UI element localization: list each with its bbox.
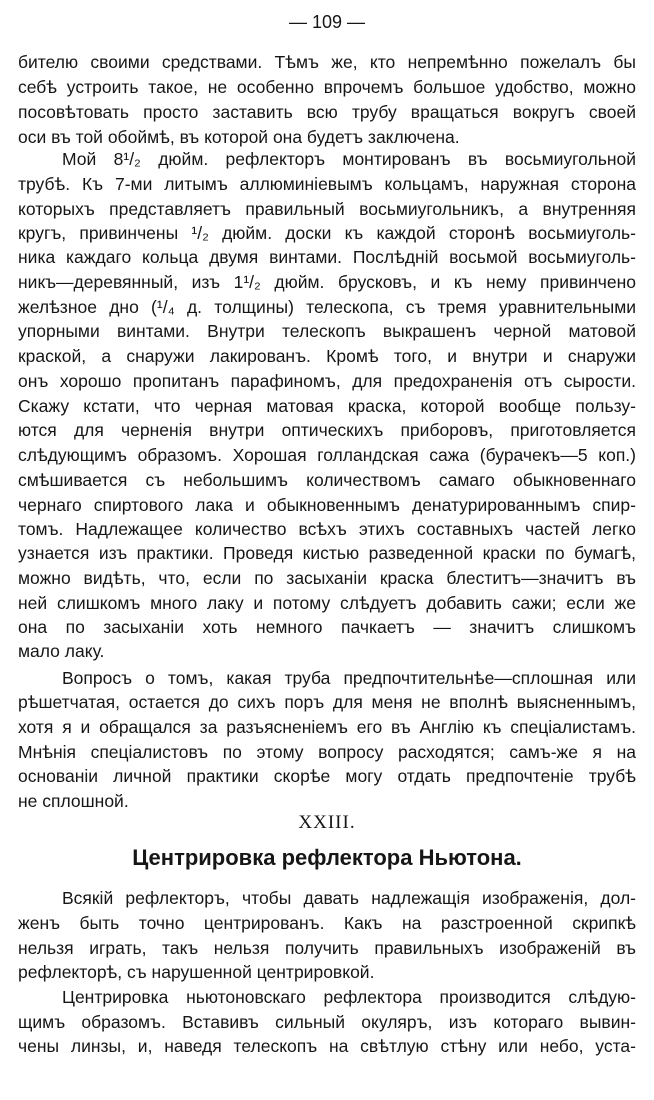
text-line: рѣшетчатая, остается до сихъ поръ для меня не вполнѣ выясненнымъ, (18, 692, 636, 712)
text-line: Скажу кстати, что черная матовая краска, которой вообще пользу- (18, 396, 636, 416)
text-line: она по засыханіи хоть немного пачкаетъ — значитъ слишкомъ (18, 617, 636, 637)
text-line: щимъ образомъ. Вставивъ сильный окуляръ, изъ котораго вывин- (18, 1012, 636, 1032)
text-line: Вопросъ о томъ, какая труба предпочтительнѣе—сплошная или (62, 668, 636, 688)
text-line: чены линзы, и, наведя телескопъ на свѣтлую стѣну или небо, уста- (18, 1036, 636, 1056)
text-line: кругъ, привинчены ¹/₂ дюйм. доски къ каждой сторонѣ восьмиуголь- (18, 223, 636, 243)
text-line: мало лаку. (18, 641, 105, 661)
text-line: хотя я и обращался за разъясненіемъ его въ Англію къ спеціалистамъ. (18, 717, 636, 737)
text-line: узнается изъ практики. Проведя кистью разведенной краски по бумагѣ, (18, 543, 636, 563)
text-line: основаніи личной практики скорѣе могу отдать предпочтеніе трубѣ (18, 766, 636, 786)
text-line: ника каждаго кольца двумя винтами. Послѣдній восьмой восьмиуголь- (18, 247, 636, 267)
text-line: нельзя играть, такъ нельзя получить правильныхъ изображеній въ (18, 938, 636, 958)
text-line: которыхъ представляетъ правильный восьмиугольникъ, а внутренняя (18, 199, 636, 219)
text-line: слѣдующимъ образомъ. Хорошая голландская сажа (бурачекъ—5 коп.) (18, 445, 636, 465)
text-line: томъ. Надлежащее количество всѣхъ этихъ составныхъ частей легко (18, 519, 636, 539)
text-line: Мой 8¹/₂ дюйм. рефлекторъ монтированъ въ восьмиугольной (62, 149, 636, 169)
text-line: ней слишкомъ много лаку и потому слѣдуетъ добавить сажи; если же (18, 593, 636, 613)
text-line: бителю своими средствами. Тѣмъ же, кто непремѣнно пожелалъ бы (18, 52, 636, 72)
page-number: — 109 — (288, 12, 366, 32)
text-line: Центрировка ньютоновскаго рефлектора производится слѣдую- (62, 987, 636, 1007)
text-line: ются для черненія внутри оптическихъ приборовъ, приготовляется (18, 420, 636, 440)
text-line: не сплошной. (18, 791, 129, 811)
text-line: Мнѣнія спеціалистовъ по этому вопросу расходятся; самъ-же я на (18, 742, 636, 762)
text-line: оси въ той обоймѣ, въ которой она будетъ заключена. (18, 127, 460, 147)
text-line: себѣ устроить такое, не особенно впрочемъ большое удобство, можно (18, 77, 636, 97)
section-number: XXIII. (298, 812, 356, 833)
text-line: чернаго спиртового лака и обыкновеннымъ денатурированнымъ спир- (18, 495, 636, 515)
text-line: можно видѣть, что, если по засыханіи краска блеститъ—значитъ въ (18, 568, 636, 588)
text-line: рефлекторѣ, съ нарушенной центрировкой. (18, 962, 375, 982)
text-line: краской, а снаружи лакированъ. Кромѣ того, и внутри и снаружи (18, 346, 636, 366)
text-line: женъ быть точно центрированъ. Какъ на разстроенной скрипкѣ (18, 913, 636, 933)
text-line: посовѣтовать просто заставить всю трубу вращаться вокругъ своей (18, 102, 636, 122)
text-line: упорными винтами. Внутри телескопъ выкрашенъ черной матовой (18, 321, 636, 341)
text-line: онъ хорошо пропитанъ парафиномъ, для предохраненія отъ сырости. (18, 371, 636, 391)
text-line: желѣзное дно (¹/₄ д. толщины) телескопа, съ тремя уравнительными (18, 297, 636, 317)
text-line: трубѣ. Къ 7-ми литымъ аллюминіевымъ кольцамъ, наружная сторона (18, 174, 636, 194)
text-line: смѣшивается съ небольшимъ количествомъ самаго обыкновеннаго (18, 470, 636, 490)
section-title: Центрировка рефлектора Ньютона. (132, 845, 522, 870)
text-line: Всякій рефлекторъ, чтобы давать надлежащія изображенія, дол- (62, 888, 636, 908)
text-line: никъ—деревянный, изъ 1¹/₂ дюйм. брусковъ, и къ нему привинчено (18, 272, 636, 292)
